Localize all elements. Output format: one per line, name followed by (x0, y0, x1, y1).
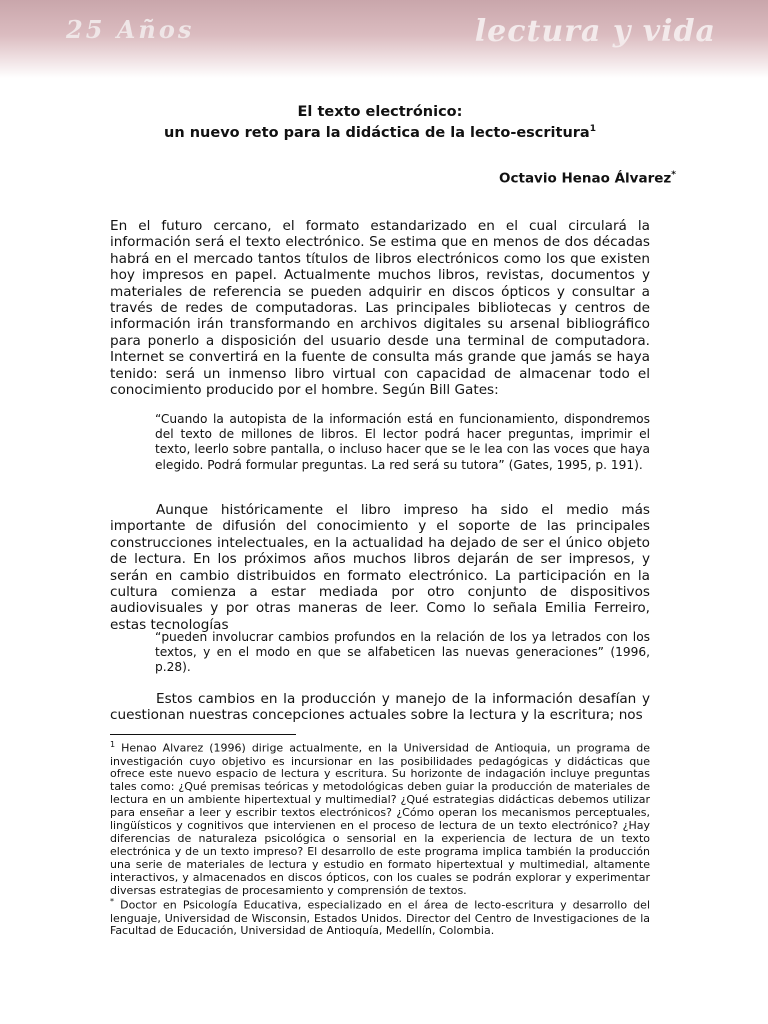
title-line-2 (110, 121, 650, 142)
footnote-2-mark: * (110, 897, 114, 906)
quote-ferreiro: “pueden involucrar cambios profundos en la relación de los ya letrados con los textos, y en el modo en que se alfabeticen las nuevas generaciones” (1996, p.28). (155, 630, 650, 675)
author-name (499, 170, 676, 187)
title-line-2-text: un nuevo reto para la didáctica de la lecto-escritura (164, 124, 590, 141)
footnote-1 (110, 739, 650, 898)
document-title (110, 104, 650, 142)
author-text: Octavio Henao Álvarez (499, 170, 672, 187)
title-line-1: El texto electrónico: (297, 104, 463, 120)
quote-gates: “Cuando la autopista de la información está en funcionamiento, dispondremos del texto de millones de libros. El lector podrá hacer preguntas, imprimir el texto, leerlo sobre pantalla, o incluso hacer que se le lea con las voces que haya elegido. Podrá formular preguntas. La red será su tutora” (Gates, 1995, p. 191). (155, 412, 650, 472)
footnote-1-mark: 1 (110, 740, 116, 749)
paragraph-2: Aunque históricamente el libro impreso ha sido el medio más importante de difusión del conocimiento y el soporte de las principales construcciones intelectuales, en la actualidad ha dejado de ser el único objeto de lectura. En los próximos años muchos libros dejarán de ser impresos, y serán en cambio distribuidos en formato electrónico. La participación en la cultura comienza a estar mediada por otro conjunto de dispositivos audiovisuales y por otras maneras de leer. Como lo señala Emilia Ferreiro, estas tecnologías (110, 502, 650, 633)
banner-anniversary-text: 25 Años (66, 15, 195, 44)
paragraph-1: En el futuro cercano, el formato estandarizado en el cual circulará la información será el texto electrónico. Se estima que en menos de dos décadas habrá en el mercado tantos títulos de libros electrónicos como los que existen hoy impresos en papel. Actualmente muchos libros, revistas, documentos y materiales de referencia se pueden adquirir en discos ópticos y consultar a través de redes de computadoras. Las principales bibliotecas y centros de información irán transformando en archivos digitales su arsenal bibliográfico para ponerlo a disposición del usuario desde una terminal de computadora. Internet se convertirá en la fuente de consulta más grande que jamás se haya tenido: será un inmenso libro virtual con capacidad de almacenar todo el conocimiento producido por el hombre. Según Bill Gates: (110, 218, 650, 399)
footnote-divider (110, 734, 296, 735)
footnote-2-text: Doctor en Psicología Educativa, especializado en el área de lecto-escritura y desarrollo del lenguaje, Universidad de Wisconsin, Estados Unidos. Director del Centro de Investigaciones de la Facultad de Educación, Universidad de Antioquía, Medellín, Colombia. (110, 898, 650, 938)
banner-journal-logo: lectura y vida (474, 14, 716, 49)
paragraph-3: Estos cambios en la producción y manejo de la información desafían y cuestionan nuestras concepciones actuales sobre la lectura y la escritura; nos (110, 691, 650, 724)
author-footnote-ref[interactable]: * (671, 170, 676, 180)
footnote-1-text: Henao Alvarez (1996) dirige actualmente, en la Universidad de Antioquia, un programa de investigación cuyo objetivo es incursionar en las posibilidades pedagógicas y didácticas que ofrece este nuevo espacio de lectura y escritura. Su horizonte de indagación incluye preguntas tales como: ¿Qué premisas teóricas y metodológicas deben guiar la producción de materiales de lectura en un ambiente hipertextual y multimedial? ¿Qué estrategias didácticas debemos utilizar para enseñar a leer y escribir textos electrónicos? ¿Cómo operan los mecanismos perceptuales, lingüísticos y cognitivos que intervienen en el proceso de lectura de un texto electrónico? ¿Hay diferencias de naturaleza psicológica o sensorial en la experiencia de lectura de un texto electrónica y de un texto impreso? El desarrollo de este programa implica también la producción una serie de materiales de lectura y estudio en formato hipertextual y multimedial, altamente interactivos, y almacenados en discos ópticos, con los cuales se podrán explorar y experimentar diversas estrategias de procesamiento y comprensión de textos. (110, 741, 650, 897)
title-footnote-ref[interactable]: 1 (589, 124, 596, 134)
header-banner (0, 0, 768, 78)
footnote-2 (110, 896, 650, 938)
